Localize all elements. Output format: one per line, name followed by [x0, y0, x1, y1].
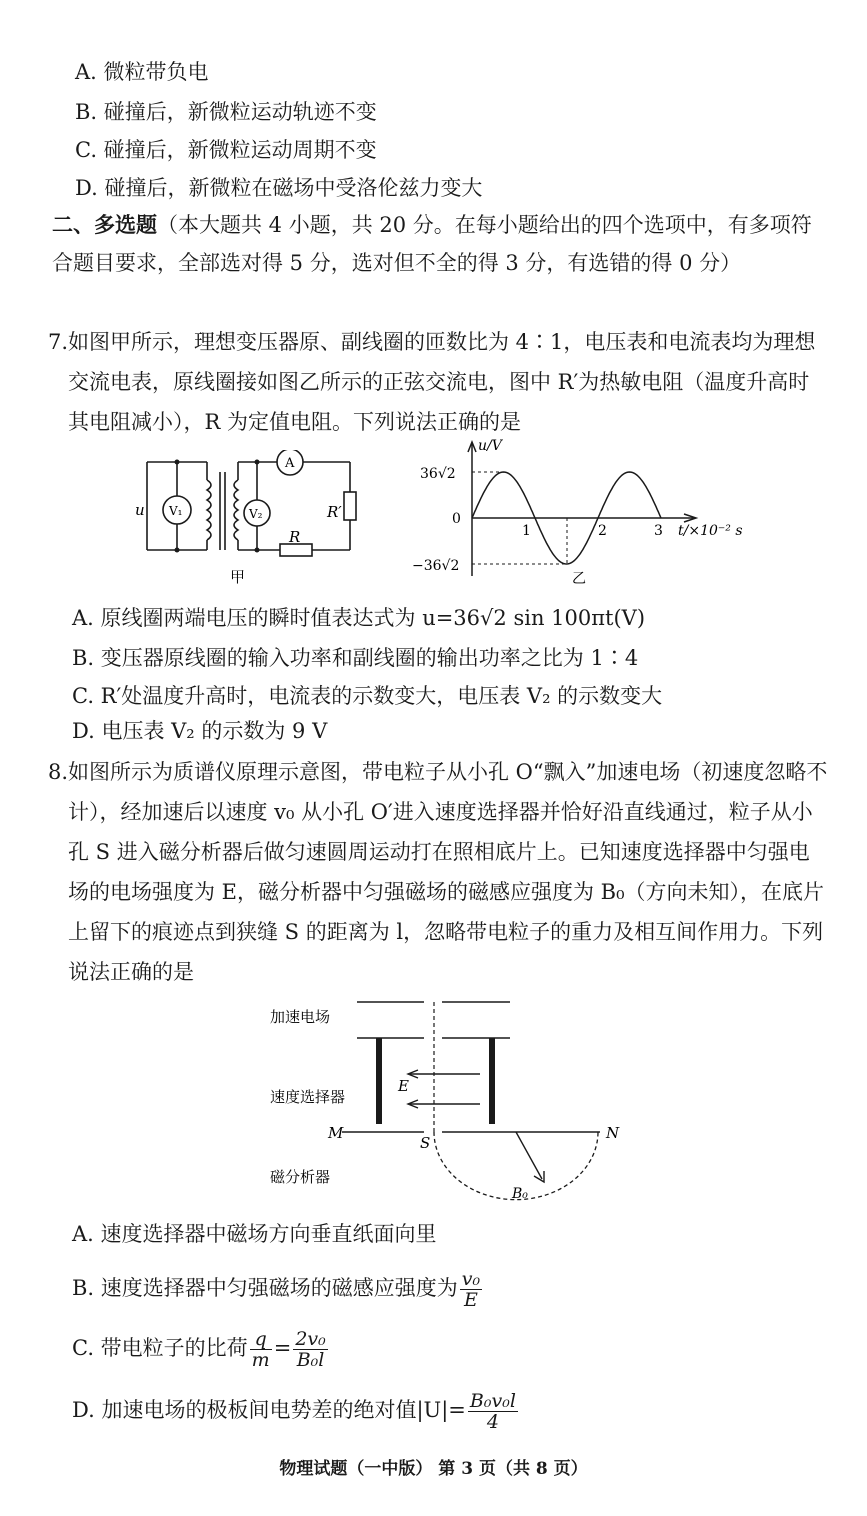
q8-stem: 如图所示为质谱仪原理示意图，带电粒子从小孔 O“飘入”加速电场（初速度忽略不计），经加速后以速度 v₀ 从小孔 O′进入速度选择器并恰好沿直线通过，粒子从小孔 S 进入磁分析器后做匀速圆周运动打在照相底片上。已知速度选择器中匀强电场的电场强度为 E，磁分析器中匀强磁场的磁感应强度为 B₀（方向未知），在底片上留下的痕迹点到狭缝 S 的距离为 l，忽略带电粒子的重力及相互间作用力。下列说法正确的是 — [68, 760, 828, 984]
q7-voltmeter-v2-label: V₂ — [249, 507, 263, 521]
q8-label-velocity-selector: 速度选择器 — [270, 1088, 346, 1106]
prev-option-a: A. 微粒带负电 — [75, 60, 209, 84]
q8-option-c — [72, 1326, 330, 1370]
q8-label-b0: B₀ — [512, 1186, 528, 1202]
q7-circuit-u-label: u — [135, 501, 145, 519]
q8-label-magnetic-analyzer: 磁分析器 — [270, 1168, 331, 1186]
q7-graph-ylabel: u/V — [478, 438, 502, 454]
q8-option-c-ratio — [250, 1329, 272, 1370]
section-2-title: 二、多选题 — [52, 212, 157, 237]
q8-option-b-den: E — [464, 1289, 478, 1311]
q8-option-b — [72, 1266, 484, 1310]
q8-option-c-eq: = — [273, 1336, 292, 1360]
q7-figure-graph — [412, 436, 772, 586]
q8-option-d-abs: |U|= — [416, 1398, 466, 1422]
q8-option-c-fraction — [293, 1329, 327, 1370]
q8-option-b-fraction — [460, 1269, 482, 1310]
q7-voltmeter-v1-label: V₁ — [169, 504, 183, 518]
q7-r-label: R — [289, 528, 301, 546]
q7-figure-circuit — [135, 450, 375, 590]
q8-figure-spectrometer — [262, 996, 642, 1206]
q8-option-c-num: 2v₀ — [295, 1328, 326, 1350]
q8-label-e: E — [398, 1077, 409, 1095]
q7-graph-xlabel: t/×10⁻² s — [678, 523, 743, 539]
q7-number: 7. — [48, 330, 69, 354]
prev-option-d: D. 碰撞后，新微粒在磁场中受洛伦兹力变大 — [75, 176, 483, 200]
q7-option-d: D. 电压表 V₂ 的示数为 9 V — [72, 719, 328, 743]
q7-graph-xtick-3: 3 — [654, 523, 663, 539]
q8-option-c-q: q — [250, 1329, 272, 1350]
page-footer: 物理试题（一中版） 第 3 页（共 8 页） — [279, 1459, 588, 1479]
q8-label-s: S — [420, 1134, 431, 1152]
section-2-desc: （本大题共 4 小题，共 20 分。在每小题给出的四个选项中，有多项符合题目要求，全部选对得 5 分，选对但不全的得 3 分，有选错的得 0 分） — [52, 213, 812, 275]
q7-graph-ytop: 36√2 — [420, 466, 456, 482]
q8-option-b-text: B. 速度选择器中匀强磁场的磁感应强度为 — [72, 1276, 458, 1300]
q7-graph-xtick-2: 2 — [598, 523, 607, 539]
q7-figure-a-caption: 甲 — [230, 568, 246, 586]
q8-option-d-num: B₀v₀l — [469, 1390, 516, 1412]
prev-option-b: B. 碰撞后，新微粒运动轨迹不变 — [75, 100, 377, 124]
q8-label-accel-field: 加速电场 — [270, 1008, 331, 1026]
q7-option-a: A. 原线圈两端电压的瞬时值表达式为 u=36√2 sin 100πt(V) — [72, 606, 646, 630]
q8-label-n: N — [606, 1124, 620, 1142]
q8-option-d-text: D. 加速电场的极板间电势差的绝对值 — [72, 1398, 417, 1422]
q7-rprime-label: R′ — [327, 503, 342, 521]
q8-option-d-fraction — [468, 1391, 518, 1432]
q7-stem: 如图甲所示，理想变压器原、副线圈的匝数比为 4∶1，电压表和电流表均为理想交流电表，原线圈接如图乙所示的正弦交流电，图中 R′为热敏电阻（温度升高时其电阻减小），R 为定值电阻。下列说法正确的是 — [68, 330, 816, 434]
q7-graph-xtick-1: 1 — [522, 523, 531, 539]
q8-option-d — [72, 1388, 520, 1432]
q8-label-m: M — [328, 1124, 344, 1142]
q7-option-b: B. 变压器原线圈的输入功率和副线圈的输出功率之比为 1∶4 — [72, 646, 639, 670]
q8-number: 8. — [48, 760, 69, 784]
prev-option-c: C. 碰撞后，新微粒运动周期不变 — [75, 138, 377, 162]
q8-option-c-text: C. 带电粒子的比荷 — [72, 1336, 248, 1360]
q8-option-b-num: v₀ — [461, 1268, 481, 1290]
q7-option-c: C. R′处温度升高时，电流表的示数变大，电压表 V₂ 的示数变大 — [72, 684, 663, 708]
q8-option-c-den: B₀l — [296, 1349, 325, 1371]
q7-figure-b-caption: 乙 — [572, 571, 586, 586]
q8-option-c-m: m — [251, 1349, 270, 1371]
q8-option-d-den: 4 — [486, 1411, 499, 1433]
q7-graph-ybottom: −36√2 — [412, 558, 460, 574]
q7-graph-yzero: 0 — [452, 511, 461, 527]
q8-option-a: A. 速度选择器中磁场方向垂直纸面向里 — [72, 1222, 437, 1246]
q7-ammeter-label: A — [285, 456, 295, 471]
section-2-header — [52, 206, 827, 282]
